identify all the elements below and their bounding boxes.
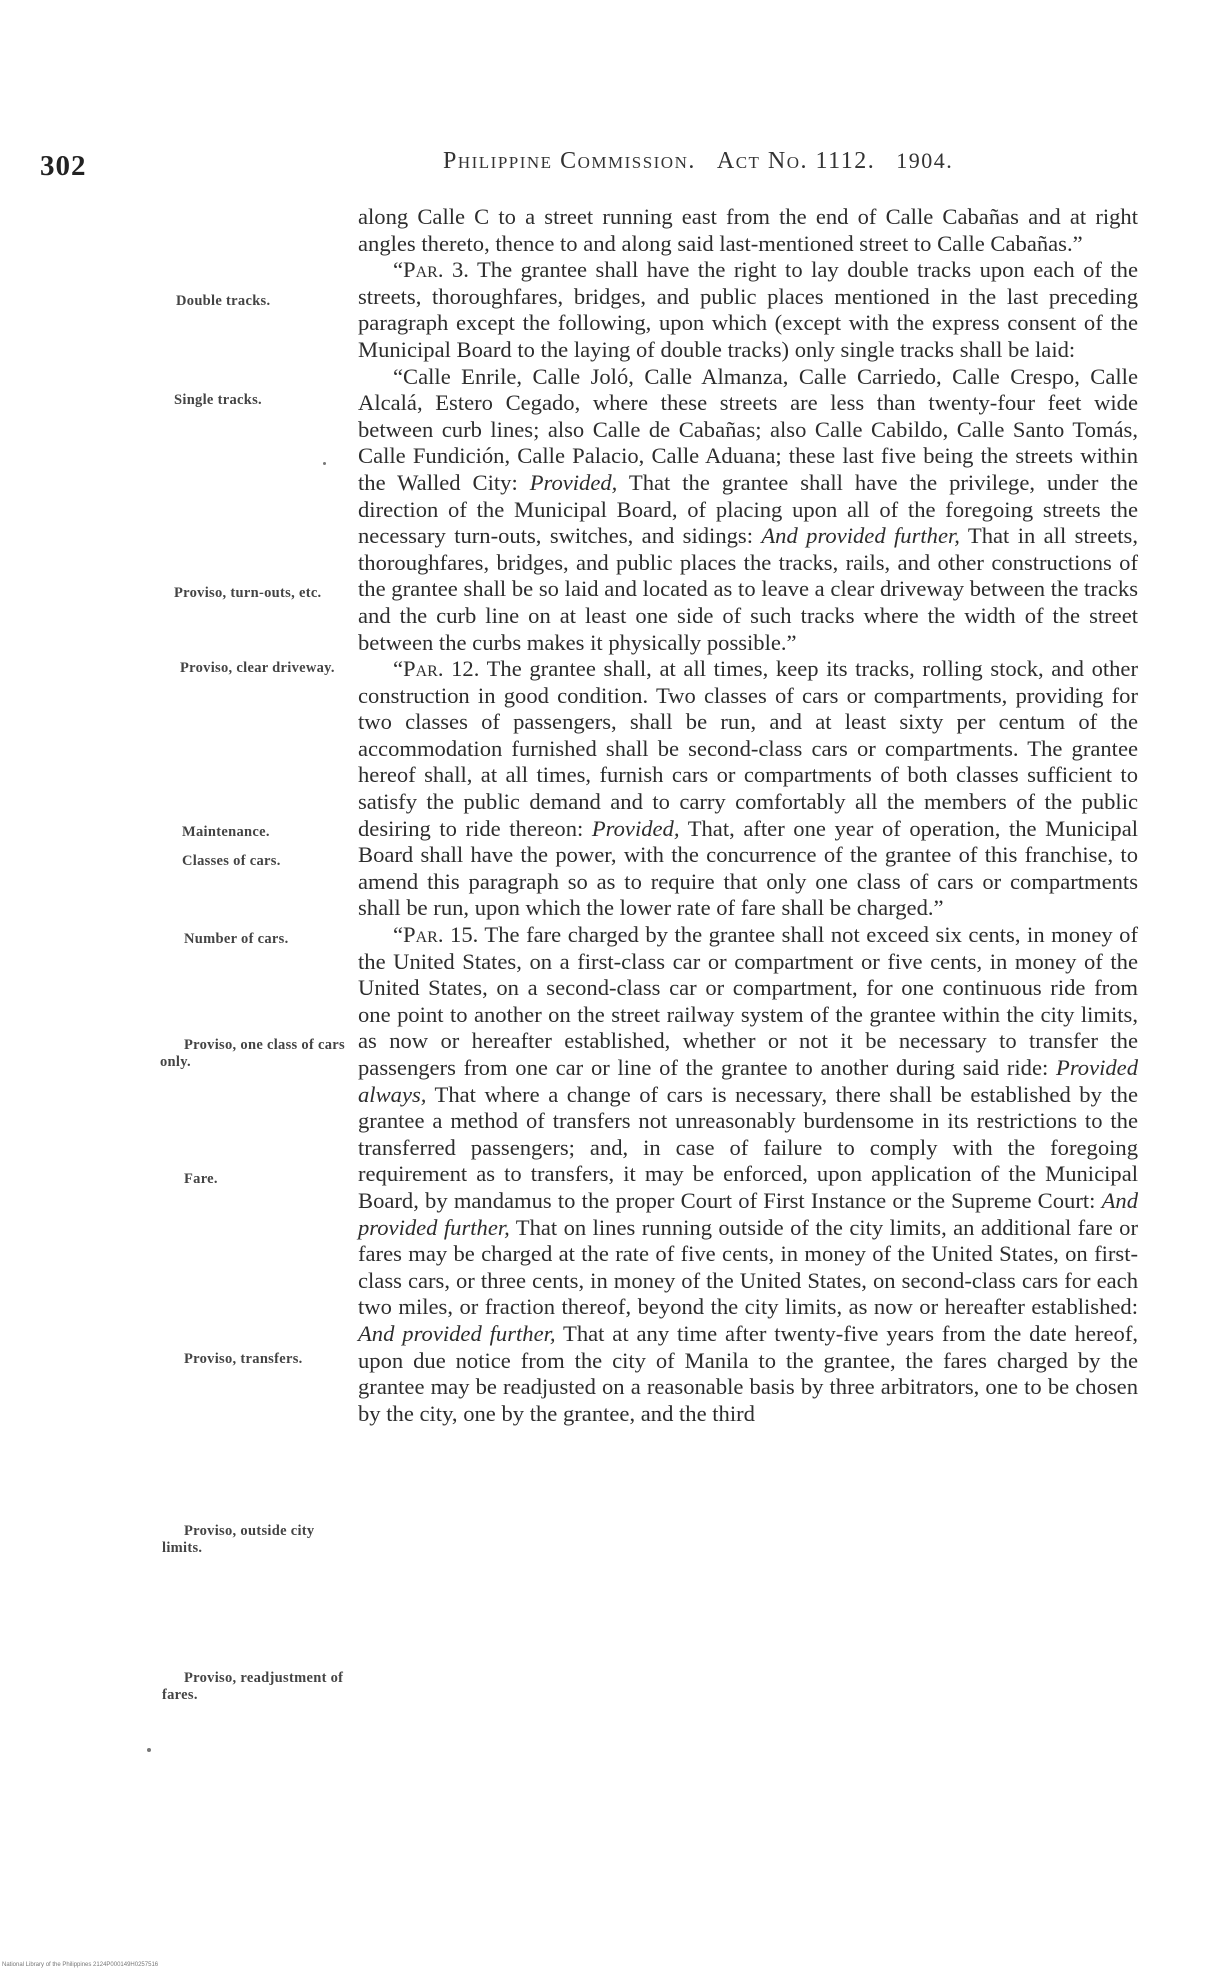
footer-note: National Library of the Philippines 2124P000149H0257516 [2,1962,159,1968]
running-head [443,148,953,175]
streets-provided-further: And provided further, [761,523,960,549]
streets-provided: Provided, [529,469,618,495]
streets-text-e: That in all streets, thoroughfares, bridges, and public places the tracks, rails, and other constructions of the grantee shall be so laid and located as to leave a clear driveway between the tracks and the curb line on at least one side of such tracks where the width of the street between the curbs makes it physically possible.” [358,523,1138,655]
streets-text-c: That the grantee shall have the privilege, under the direction of the Municipal Board, of placing upon all of the foregoing streets the necessary turn-outs, switches, and sidings: [358,469,1138,549]
par-15-provided-always: Provided always, [358,1055,1138,1107]
par-15-text-e: That on lines running outside of the city limits, an additional fare or fares may be charged at the rate of five cents, in money of the United States, on first-class cars, or three cents, in money of the United States, on second-class cars for each two miles, or fraction thereof, beyond the city limits, as now or hereafter established: [358,1214,1138,1320]
margin-note-single-tracks: Single tracks. [174,392,262,408]
scan-speck [147,1748,151,1752]
par-15-text-c: That where a change of cars is necessary, there shall be established by the grantee a method of transfers not unreasonably burdensome in its restrictions to the transferred passengers; and, in case of failure to comply with the foregoing requirement as to transfers, it may be enforced, upon application of the Municipal Board, by mandamus to the proper Court of First Instance or the Supreme Court: [358,1081,1138,1213]
par-15-text-g: That at any time after twenty-five years from the date hereof, upon due notice from the city of Manila to the grantee, the fares charged by the grantee may be readjusted on a reasonable basis by three arbitrators, one to be chosen by the city, one by the grantee, and the third [358,1320,1139,1426]
par-15-provided-further-1: And provided further, [358,1187,1138,1240]
paragraph-par-15 [358,922,1138,1427]
running-head-year: 1904. [896,148,954,173]
margin-note-fare: Fare. [184,1171,218,1187]
margin-note-proviso-readjustment: Proviso, readjustment of fares. [162,1670,344,1703]
running-head-title: Philippine Commission. [443,148,696,174]
scan-speck [323,462,326,465]
margin-note-proviso-turn-outs: Proviso, turn-outs, etc. [174,585,322,601]
margin-note-proviso-transfers: Proviso, transfers. [184,1351,303,1367]
par-12-text-c: That, after one year of operation, the Municipal Board shall have the power, with the concurrence of the grantee of this franchise, to amend this paragraph so as to require that only one class of cars or compartments shall be run, upon which the lower rate of fare shall be charged.” [358,815,1138,921]
par-12-text-a: The grantee shall, at all times, keep its tracks, rolling stock, and other construction in good condition. Two classes of cars or compartments, providing for two classes of passengers, shall be run, and at least sixty per centum of the accommodation furnished shall be second-class cars or compartments. The grantee hereof shall, at all times, furnish cars or compartments of both classes sufficient to satisfy the public demand and to carry comfortably all the members of the public desiring to ride thereon: [358,656,1138,841]
par-15-text-a: The fare charged by the grantee shall not exceed six cents, in money of the United States, on a first-class car or compartment or five cents, in money of the United States, on a second-class car or compartment, for one continuous ride from one point to another on the street railway system of the grantee within the city limits, as now or hereafter established, whether or not it be necessary to transfer the passengers from one car or line of the grantee to another during said ride: [358,922,1139,1080]
margin-note-proviso-one-class: Proviso, one class of cars only. [160,1037,345,1070]
par-3-lead: “Par. 3. [393,257,469,283]
par-12-lead: “Par. 12. [393,656,480,682]
margin-note-proviso-outside-city-limits: Proviso, outside city limits. [162,1523,315,1556]
par-3-text: The grantee shall have the right to lay double tracks upon each of the streets, thoroughfares, bridges, and public places mentioned in the last preceding paragraph except the following, upon which (except with the express consent of the Municipal Board to the laying of double tracks) only single tracks shall be laid: [358,257,1139,362]
page-number: 302 [40,150,87,182]
par-15-provided-further-2: And provided further, [358,1320,556,1346]
margin-note-proviso-clear-driveway: Proviso, clear driveway. [180,660,335,676]
par-15-lead: “Par. 15. [393,922,479,948]
margin-note-double-tracks: Double tracks. [176,293,271,309]
par-12-provided: Provided, [591,815,680,841]
streets-text-a: “Calle Enrile, Calle Joló, Calle Almanza, Calle Carriedo, Calle Crespo, Calle Alcalá, Estero Cegado, where these streets are less than twenty-four feet wide between curb lines; also Calle de Cabañas; also Calle Cabildo, Calle Santo Tomás, Calle Fundición, Calle Palacio, Calle Aduana; these last five being the streets within the Walled City: [358,363,1138,495]
body-text [358,204,1138,1427]
margin-note-maintenance: Maintenance. [182,824,270,840]
paragraph-par-3 [358,257,1138,363]
paragraph-continuation: along Calle C to a street running east from the end of Calle Cabañas and at right angles thereto, thence to and along said last-mentioned street to Calle Cabañas.” [358,204,1138,256]
running-head-act: Act No. 1112. [716,148,876,174]
margin-note-number-of-cars: Number of cars. [184,931,289,947]
margin-note-classes-of-cars: Classes of cars. [182,853,281,869]
paragraph-par-12 [358,656,1138,922]
paragraph-streets [358,364,1138,657]
